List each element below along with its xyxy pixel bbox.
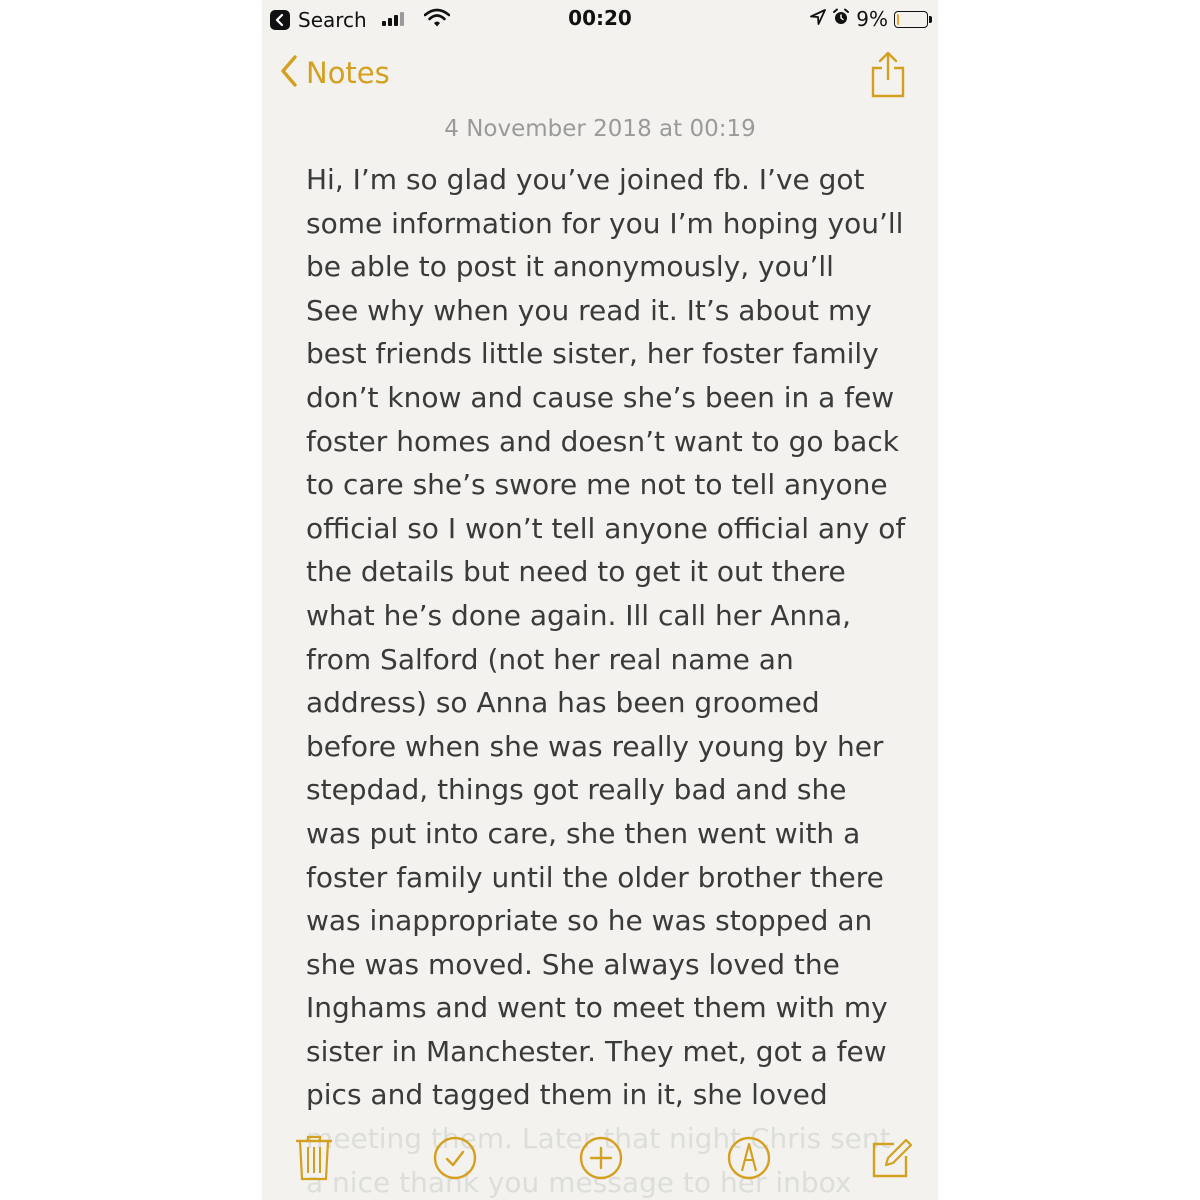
markup-icon bbox=[726, 1165, 772, 1184]
note-line: See why when you read it. It’s about my bbox=[306, 293, 872, 327]
delete-button[interactable] bbox=[294, 1134, 334, 1186]
note-line: official so I won’t tell anyone official any of bbox=[306, 511, 906, 545]
note-line: what he’s done again. Ill call her Anna, bbox=[306, 598, 852, 632]
checklist-icon bbox=[432, 1165, 478, 1184]
note-body[interactable] bbox=[306, 158, 906, 1200]
alarm-icon bbox=[832, 8, 850, 30]
back-label: Notes bbox=[306, 56, 390, 90]
note-line: before when she was really young by her bbox=[306, 729, 884, 763]
checklist-button[interactable] bbox=[432, 1134, 478, 1184]
add-button[interactable] bbox=[578, 1134, 624, 1184]
markup-button[interactable] bbox=[726, 1134, 772, 1184]
note-line: foster family until the older brother there bbox=[306, 860, 884, 894]
status-bar bbox=[262, 0, 938, 38]
note-line: Inghams and went to meet them with my bbox=[306, 991, 888, 1025]
note-line: the details but need to get it out there bbox=[306, 555, 846, 589]
chevron-left-icon bbox=[280, 54, 298, 92]
note-line: pics and tagged them in it, she loved bbox=[306, 1078, 828, 1112]
note-line: foster homes and doesn’t want to go back bbox=[306, 424, 899, 458]
status-time: 00:20 bbox=[568, 6, 632, 30]
note-line: some information for you I’m hoping you’ll bbox=[306, 206, 904, 240]
note-line: to care she’s swore me not to tell anyone bbox=[306, 468, 888, 502]
note-line: she was moved. She always loved the bbox=[306, 947, 840, 981]
note-line: from Salford (not her real name an bbox=[306, 642, 794, 676]
trash-icon bbox=[294, 1167, 334, 1186]
share-button[interactable] bbox=[868, 50, 908, 104]
add-icon bbox=[578, 1165, 624, 1184]
note-line: Hi, I’m so glad you’ve joined fb. I’ve got bbox=[306, 163, 865, 196]
back-to-notes-button[interactable] bbox=[280, 54, 390, 92]
compose-button[interactable] bbox=[868, 1134, 914, 1184]
note-line: don’t know and cause she’s been in a few bbox=[306, 380, 895, 414]
note-line: best friends little sister, her foster family bbox=[306, 337, 879, 371]
status-right-group bbox=[810, 7, 928, 31]
note-line: sister in Manchester. They met, got a few bbox=[306, 1034, 887, 1068]
note-line: was inappropriate so he was stopped an bbox=[306, 904, 873, 938]
notes-screen bbox=[262, 0, 938, 1200]
battery-icon bbox=[894, 11, 928, 28]
note-date: 4 November 2018 at 00:19 bbox=[444, 116, 756, 142]
note-line: stepdad, things got really bad and she bbox=[306, 773, 847, 807]
navigation-bar bbox=[262, 50, 938, 106]
share-icon bbox=[868, 85, 908, 104]
battery-percent: 9% bbox=[856, 7, 888, 31]
compose-icon bbox=[868, 1165, 914, 1184]
note-line: address) so Anna has been groomed bbox=[306, 686, 820, 720]
bottom-toolbar bbox=[262, 1130, 938, 1190]
note-line: be able to post it anonymously, you’ll bbox=[306, 250, 834, 284]
location-icon bbox=[810, 9, 826, 29]
note-line: was put into care, she then went with a bbox=[306, 816, 861, 850]
back-app-label: Search bbox=[298, 8, 367, 32]
battery-fill bbox=[897, 14, 899, 25]
